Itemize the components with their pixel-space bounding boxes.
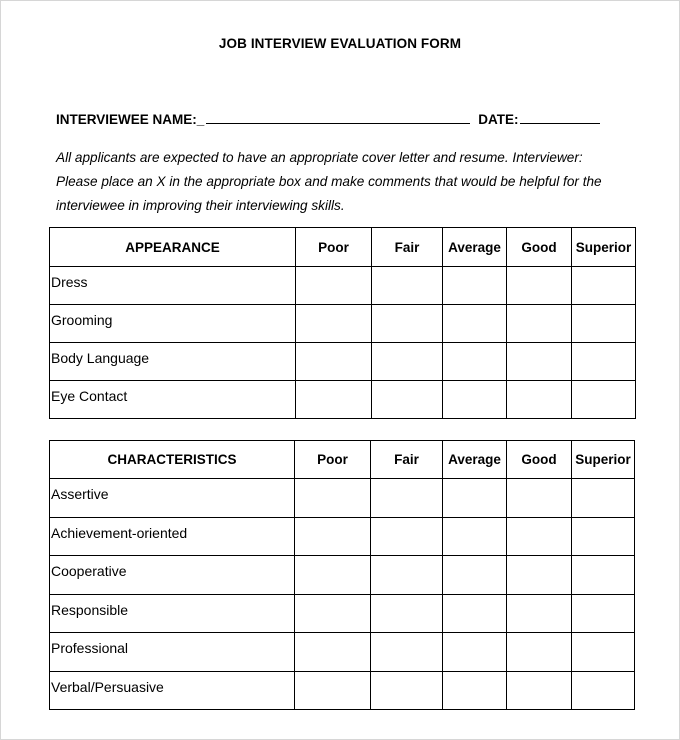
characteristics-rating-header-average: Average — [443, 441, 507, 479]
rating-checkbox-superior[interactable] — [572, 556, 635, 595]
rating-checkbox-fair[interactable] — [371, 633, 443, 672]
rating-checkbox-superior[interactable] — [572, 517, 635, 556]
rating-checkbox-good[interactable] — [507, 479, 572, 518]
rating-checkbox-average[interactable] — [443, 671, 507, 710]
appearance-rating-header-average: Average — [443, 228, 507, 267]
appearance-rating-header-fair: Fair — [372, 228, 443, 267]
rating-checkbox-superior[interactable] — [572, 633, 635, 672]
rating-checkbox-good[interactable] — [507, 594, 572, 633]
rating-checkbox-superior[interactable] — [572, 267, 636, 305]
rating-checkbox-fair[interactable] — [371, 594, 443, 633]
rating-checkbox-fair[interactable] — [371, 479, 443, 518]
rating-checkbox-average[interactable] — [443, 517, 507, 556]
rating-checkbox-average[interactable] — [443, 556, 507, 595]
rating-checkbox-good[interactable] — [507, 556, 572, 595]
characteristics-rating-header-poor: Poor — [295, 441, 371, 479]
date-label: DATE: — [478, 112, 519, 127]
rating-checkbox-poor[interactable] — [295, 517, 371, 556]
characteristics-rating-header-superior: Superior — [572, 441, 635, 479]
characteristics-criterion-label: Cooperative — [50, 556, 295, 595]
characteristics-criterion-label: Assertive — [50, 479, 295, 518]
rating-checkbox-poor[interactable] — [296, 381, 372, 419]
rating-checkbox-good[interactable] — [507, 267, 572, 305]
characteristics-header-label: CHARACTERISTICS — [50, 441, 295, 479]
rating-checkbox-fair[interactable] — [372, 343, 443, 381]
rating-checkbox-average[interactable] — [443, 305, 507, 343]
rating-checkbox-superior[interactable] — [572, 305, 636, 343]
rating-checkbox-superior[interactable] — [572, 381, 636, 419]
rating-checkbox-poor[interactable] — [296, 267, 372, 305]
rating-checkbox-average[interactable] — [443, 343, 507, 381]
rating-checkbox-poor[interactable] — [295, 633, 371, 672]
instructions-text: All applicants are expected to have an appropriate cover letter and resume. Interviewer: Please place an X in the appropriate box and make comments that would be helpful for the interviewee in improving their interviewing skills. — [56, 150, 602, 213]
characteristics-header-row — [50, 441, 635, 479]
appearance-header-row — [50, 228, 636, 267]
table-row — [50, 633, 635, 672]
characteristics-criterion-label: Achievement-oriented — [50, 517, 295, 556]
date-field[interactable] — [520, 111, 600, 124]
appearance-criterion-label: Dress — [50, 267, 296, 305]
rating-checkbox-average[interactable] — [443, 633, 507, 672]
characteristics-table — [49, 440, 635, 710]
interviewee-name-label: INTERVIEWEE NAME:_ — [56, 112, 205, 127]
form-title: JOB INTERVIEW EVALUATION FORM — [218, 36, 462, 51]
characteristics-criterion-label: Verbal/Persuasive — [50, 671, 295, 710]
table-row — [50, 343, 636, 381]
appearance-header-label: APPEARANCE — [50, 228, 296, 267]
rating-checkbox-fair[interactable] — [371, 671, 443, 710]
table-row — [50, 671, 635, 710]
rating-checkbox-fair[interactable] — [371, 517, 443, 556]
rating-checkbox-good[interactable] — [507, 381, 572, 419]
rating-checkbox-superior[interactable] — [572, 594, 635, 633]
rating-checkbox-poor[interactable] — [295, 594, 371, 633]
rating-checkbox-good[interactable] — [507, 343, 572, 381]
appearance-criterion-label: Body Language — [50, 343, 296, 381]
rating-checkbox-poor[interactable] — [295, 556, 371, 595]
appearance-rating-header-good: Good — [507, 228, 572, 267]
rating-checkbox-good[interactable] — [507, 671, 572, 710]
rating-checkbox-fair[interactable] — [372, 381, 443, 419]
characteristics-rating-header-good: Good — [507, 441, 572, 479]
appearance-rating-header-superior: Superior — [572, 228, 636, 267]
rating-checkbox-average[interactable] — [443, 267, 507, 305]
interviewee-name-field[interactable] — [206, 111, 470, 124]
rating-checkbox-average[interactable] — [443, 479, 507, 518]
rating-checkbox-good[interactable] — [507, 517, 572, 556]
characteristics-rating-header-fair: Fair — [371, 441, 443, 479]
characteristics-criterion-label: Responsible — [50, 594, 295, 633]
appearance-criterion-label: Eye Contact — [50, 381, 296, 419]
rating-checkbox-poor[interactable] — [296, 305, 372, 343]
rating-checkbox-fair[interactable] — [371, 556, 443, 595]
appearance-table — [49, 227, 636, 419]
appearance-rating-header-poor: Poor — [296, 228, 372, 267]
rating-checkbox-good[interactable] — [507, 305, 572, 343]
table-row — [50, 305, 636, 343]
table-row — [50, 594, 635, 633]
table-row — [50, 479, 635, 518]
table-row — [50, 517, 635, 556]
rating-checkbox-superior[interactable] — [572, 343, 636, 381]
table-row — [50, 381, 636, 419]
rating-checkbox-average[interactable] — [443, 594, 507, 633]
appearance-criterion-label: Grooming — [50, 305, 296, 343]
rating-checkbox-average[interactable] — [443, 381, 507, 419]
rating-checkbox-fair[interactable] — [372, 305, 443, 343]
rating-checkbox-fair[interactable] — [372, 267, 443, 305]
rating-checkbox-good[interactable] — [507, 633, 572, 672]
characteristics-criterion-label: Professional — [50, 633, 295, 672]
rating-checkbox-superior[interactable] — [572, 671, 635, 710]
rating-checkbox-poor[interactable] — [295, 671, 371, 710]
name-date-line — [56, 111, 656, 127]
table-row — [50, 556, 635, 595]
rating-checkbox-poor[interactable] — [296, 343, 372, 381]
table-row — [50, 267, 636, 305]
rating-checkbox-superior[interactable] — [572, 479, 635, 518]
rating-checkbox-poor[interactable] — [295, 479, 371, 518]
